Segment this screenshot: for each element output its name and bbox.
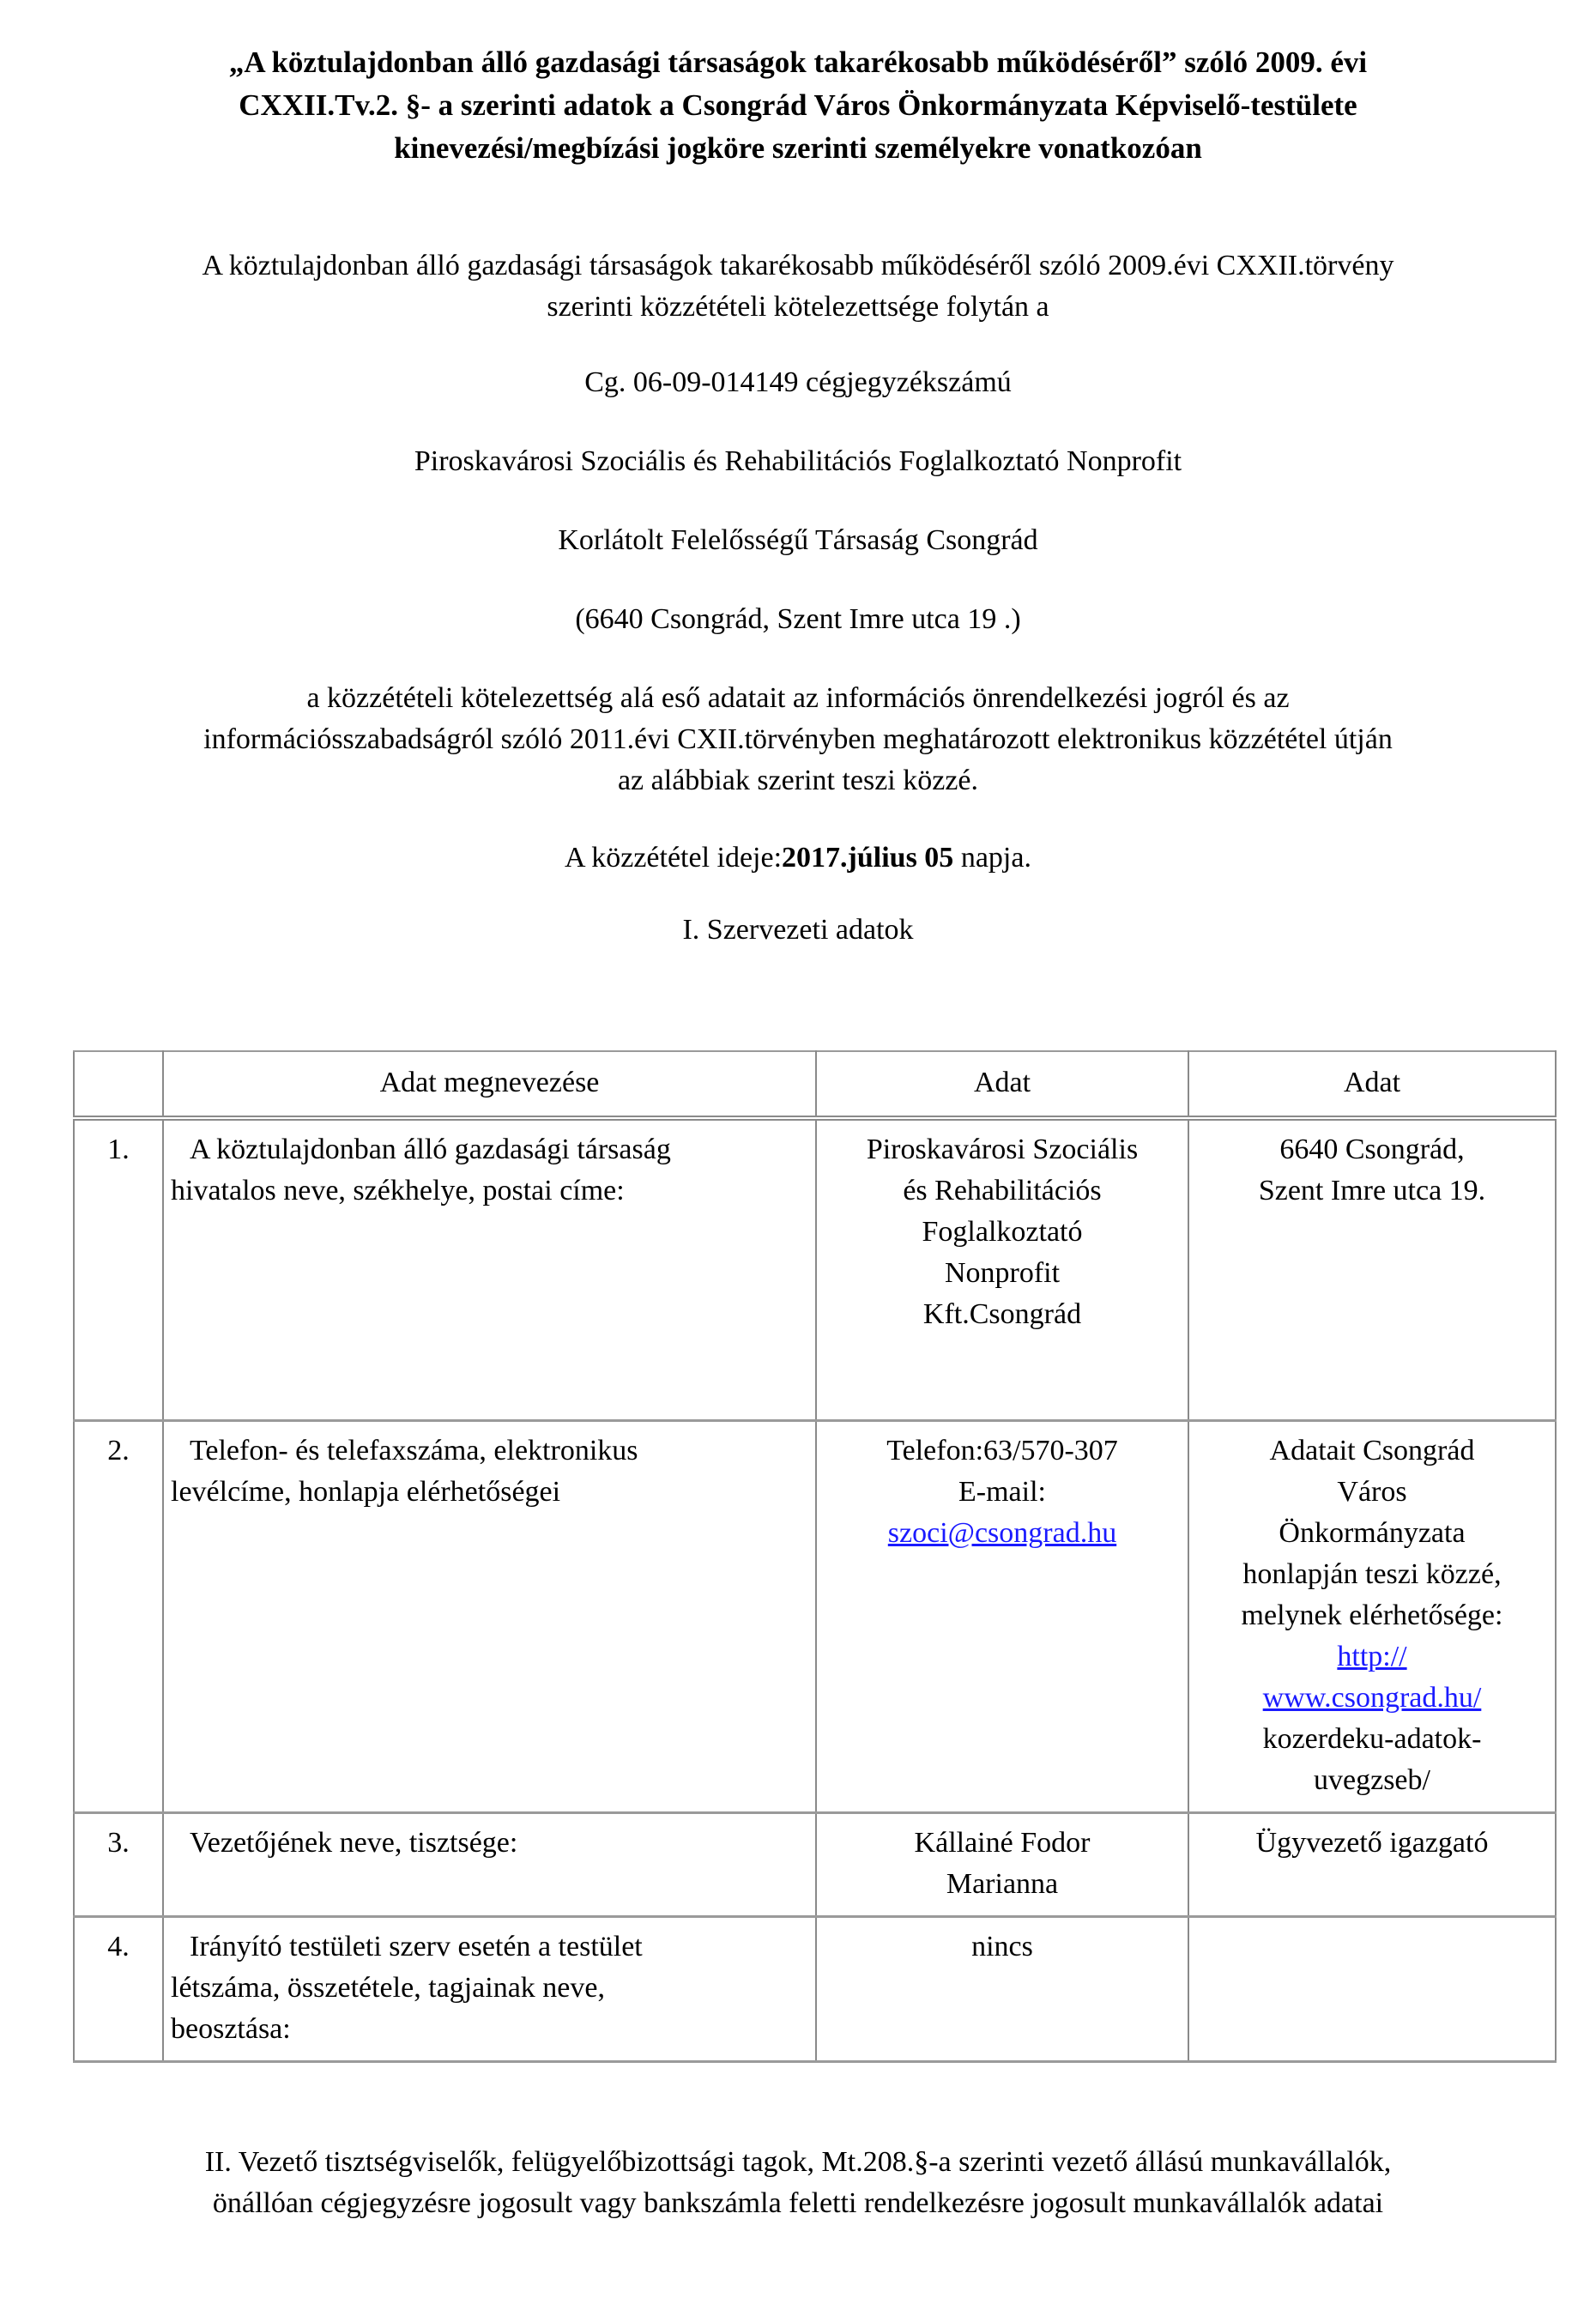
intro-paragraph <box>51 245 1545 328</box>
document-title <box>77 41 1519 170</box>
text-line: a közzétételi kötelezettség alá eső adatait az információs önrendelkezési jogról és az <box>306 682 1290 714</box>
text-line: uvegzseb/ <box>1314 1763 1430 1796</box>
text-line: Ügyvezető igazgató <box>1255 1826 1489 1859</box>
footer-paragraph <box>17 2142 1579 2224</box>
row-label <box>163 1420 816 1812</box>
hyperlink[interactable]: www.csongrad.hu/ <box>1262 1681 1482 1714</box>
text-line: beosztása: <box>171 2012 291 2045</box>
row-value-1 <box>816 1916 1188 2061</box>
text-line: A köztulajdonban álló gazdasági társaságok takarékosabb működéséről szóló 2009.évi CXXII.törvény <box>202 250 1394 281</box>
hyperlink[interactable]: http:// <box>1337 1640 1407 1672</box>
text-line: levélcíme, honlapja elérhetőségei <box>171 1475 561 1508</box>
organizational-data-table <box>73 1050 1557 2063</box>
text-line: 6640 Csongrád, <box>1279 1134 1465 1165</box>
publication-date-line <box>0 838 1596 879</box>
section-heading: I. Szervezeti adatok <box>682 914 914 946</box>
text-line: Vezetőjének neve, tisztsége: <box>190 1826 518 1859</box>
text-line: E-mail: <box>958 1475 1046 1508</box>
text-line: Piroskavárosi Szociális <box>866 1134 1139 1165</box>
text-line: önállóan cégjegyzésre jogosult vagy bankszámla feletti rendelkezésre jogosult munkavállalók adatai <box>212 2186 1384 2219</box>
row-label <box>163 1916 816 2061</box>
text-line: Kállainé Fodor <box>914 1826 1091 1859</box>
text-line <box>1196 1636 1548 1678</box>
row-value-2 <box>1188 1812 1556 1916</box>
text-line: Foglalkoztató <box>922 1216 1083 1248</box>
text-line: és Rehabilitációs <box>903 1175 1102 1206</box>
text-line: Kft.Csongrád <box>922 1298 1082 1330</box>
header-cell-adat-2: Adat <box>1188 1051 1556 1118</box>
row-label <box>163 1118 816 1420</box>
text-line: Nonprofit <box>944 1257 1061 1289</box>
table-header-row <box>74 1051 1556 1118</box>
text-line: melynek elérhetősége: <box>1241 1599 1503 1631</box>
row-number: 4. <box>74 1916 163 2061</box>
row-label <box>163 1812 816 1916</box>
text-line: Marianna <box>946 1867 1059 1900</box>
row-value-1 <box>816 1118 1188 1420</box>
row-value-2 <box>1188 1420 1556 1812</box>
header-cell-adat-1: Adat <box>816 1051 1188 1118</box>
table-row <box>74 1118 1556 1420</box>
row-value-1 <box>816 1420 1188 1812</box>
text-line: II. Vezető tisztségviselők, felügyelőbizottsági tagok, Mt.208.§-a szerinti vezető állású munkavállalók, <box>204 2145 1392 2178</box>
table-row <box>74 1812 1556 1916</box>
text-line: szerinti közzétételi kötelezettsége folytán a <box>547 291 1049 323</box>
text-line: az alábbiak szerint teszi közzé. <box>617 765 979 796</box>
text-line: Szent Imre utca 19. <box>1258 1175 1486 1206</box>
text-line: CXXII.Tv.2. §- a szerinti adatok a Csongrád Város Önkormányzata Képviselő-testülete <box>239 88 1357 122</box>
row-value-1 <box>816 1812 1188 1916</box>
text-line <box>1196 1678 1548 1719</box>
text-line: kozerdeku-adatok- <box>1262 1722 1482 1755</box>
company-address-line: (6640 Csongrád, Szent Imre utca 19 .) <box>575 603 1021 635</box>
table-row <box>74 1916 1556 2061</box>
publication-date-value: 2017.július 05 <box>782 842 954 874</box>
publication-date-suffix: napja. <box>953 842 1031 874</box>
text-line: nincs <box>971 1930 1033 1962</box>
text-line: létszáma, összetétele, tagjainak neve, <box>171 1971 605 2004</box>
text-line: Telefon:63/570-307 <box>886 1434 1118 1466</box>
header-cell-empty <box>74 1051 163 1118</box>
table-row <box>74 1420 1556 1812</box>
text-line: honlapján teszi közzé, <box>1242 1557 1502 1590</box>
row-number: 2. <box>74 1420 163 1812</box>
hyperlink[interactable]: szoci@csongrad.hu <box>887 1516 1117 1549</box>
text-line: Irányító testületi szerv esetén a testület <box>190 1930 643 1962</box>
text-line: Telefon- és telefaxszáma, elektronikus <box>190 1434 638 1466</box>
text-line: A köztulajdonban álló gazdasági társaság <box>190 1134 671 1165</box>
text-line: Önkormányzata <box>1279 1516 1466 1549</box>
text-line: információsszabadságról szóló 2011.évi CXII.törvényben meghatározott elektronikus közzététel útján <box>203 723 1393 755</box>
text-line: „A köztulajdonban álló gazdasági társaságok takarékosabb működéséről” szóló 2009. évi <box>228 45 1368 79</box>
text-line: Adatait Csongrád <box>1269 1434 1475 1466</box>
row-value-2 <box>1188 1118 1556 1420</box>
disclosure-paragraph <box>51 678 1545 801</box>
publication-date-prefix: A közzététel ideje: <box>565 842 783 874</box>
text-line: Város <box>1337 1475 1407 1508</box>
row-number: 1. <box>74 1118 163 1420</box>
row-number: 3. <box>74 1812 163 1916</box>
company-name-line: Piroskavárosi Szociális és Rehabilitációs Foglalkoztató Nonprofit <box>414 445 1182 477</box>
text-line: hivatalos neve, székhelye, postai címe: <box>171 1175 625 1206</box>
text-line <box>824 1513 1181 1554</box>
header-cell-adat-megnevezese: Adat megnevezése <box>163 1051 816 1118</box>
text-line: kinevezési/megbízási jogköre szerinti személyekre vonatkozóan <box>394 131 1202 165</box>
company-form-line: Korlátolt Felelősségű Társaság Csongrád <box>558 524 1038 556</box>
registry-number-line: Cg. 06-09-014149 cégjegyzékszámú <box>584 366 1012 398</box>
row-value-2 <box>1188 1916 1556 2061</box>
